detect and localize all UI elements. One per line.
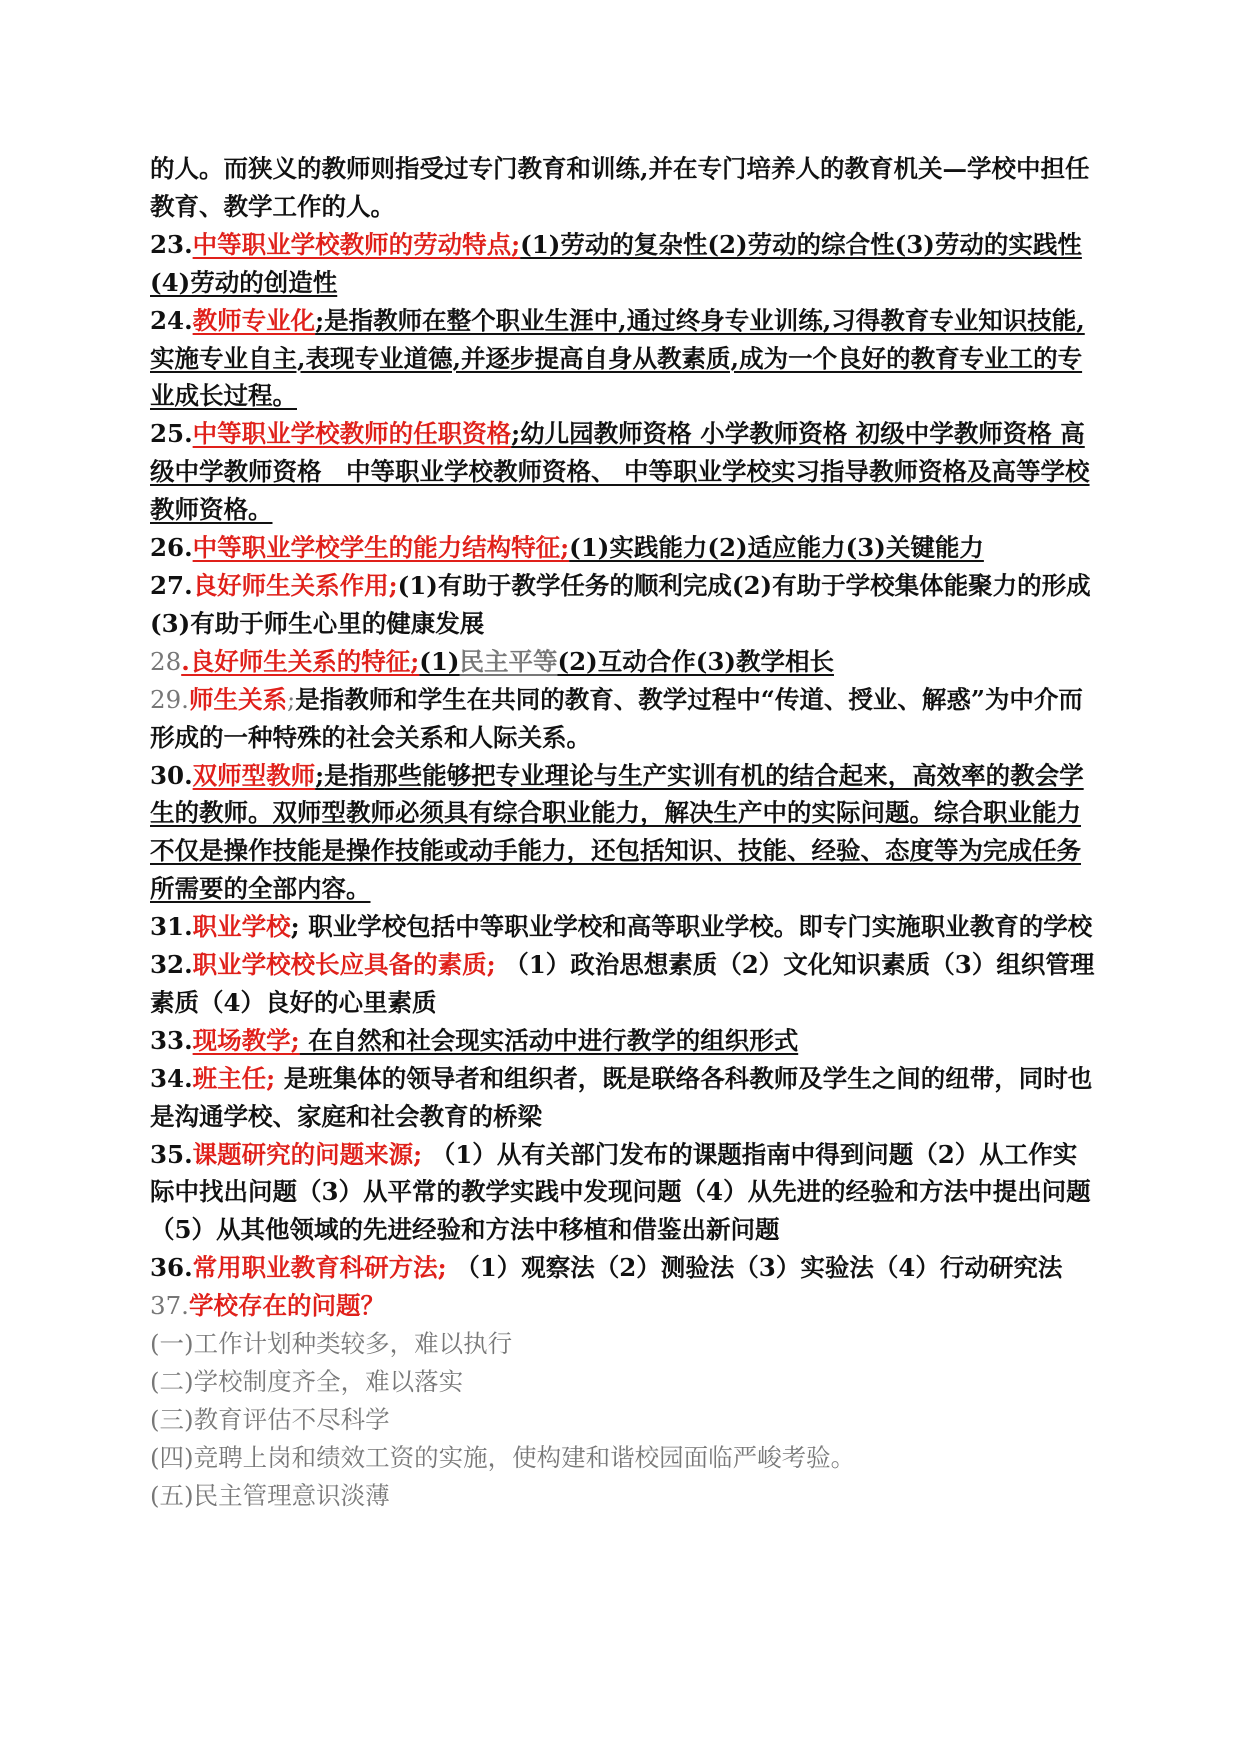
item-27-body: (1)有助于教学任务的顺利完成(2)有助于学校集体能聚力的形成(3)有助于师生心里的健康发展 [150, 570, 1091, 638]
item-37: 37.学校存在的问题？ [150, 1291, 385, 1321]
problem-item: (五)民主管理意识淡薄 [150, 1480, 390, 1510]
item-31: 31.职业学校; 职业学校包括中等职业学校和高等职业学校。即专门实施职业教育的学校 [150, 912, 1093, 942]
item-36-body: （1）观察法（2）测验法（3）实验法（4）行动研究法 [446, 1253, 1063, 1283]
item-23-body: (1)劳动的复杂性(2)劳动的综合性(3)劳动的实践性(4)劳动的创造性 [150, 229, 1082, 297]
item-26: 26.中等职业学校学生的能力结构特征;(1)实践能力(2)适应能力(3)关键能力 [150, 533, 984, 563]
item-33-body: 在自然和社会现实活动中进行教学的组织形式 [299, 1025, 799, 1055]
problem-list [150, 1325, 1098, 1515]
problem-item: (三)教育评估不尽科学 [150, 1404, 390, 1434]
item-24: 24.教师专业化;是指教师在整个职业生涯中,通过终身专业训练,习得教育专业知识技能,实施专业自主,表现专业道德,并逐步提高自身从教素质,成为一个良好的教育专业工的专业成长过程。 [150, 305, 1085, 411]
item-32-term: 职业学校校长应具备的素质; [192, 950, 496, 980]
item-34-term: 班主任; [192, 1063, 276, 1093]
item-25: 25.中等职业学校教师的任职资格;幼儿园教师资格 小学教师资格 初级中学教师资格 高级中学教师资格 中等职业学校教师资格、 中等职业学校实习指导教师资格及高等学校教师资格。 [150, 419, 1090, 525]
item-26-body: (1)实践能力(2)适应能力(3)关键能力 [569, 533, 984, 563]
item-34: 34.班主任; 是班集体的领导者和组织者，既是联络各科教师及学生之间的纽带，同时也是沟通学校、家庭和社会教育的桥梁 [150, 1063, 1093, 1131]
item-29: 29.师生关系;是指教师和学生在共同的教育、教学过程中“传道、授业、解惑”为中介而形成的一种特殊的社会关系和人际关系。 [150, 684, 1083, 752]
item-24-body: ;是指教师在整个职业生涯中,通过终身专业训练,习得教育专业知识技能,实施专业自主,表现专业道德,并逐步提高自身从教素质,成为一个良好的教育专业工的专业成长过程。 [150, 305, 1085, 411]
item-37-term: 学校存在的问题？ [188, 1291, 385, 1321]
item-29-body: 是指教师和学生在共同的教育、教学过程中“传道、授业、解惑”为中介而形成的一种特殊的社会关系和人际关系。 [150, 684, 1083, 752]
item-34-body: 是班集体的领导者和组织者，既是联络各科教师及学生之间的纽带，同时也是沟通学校、家庭和社会教育的桥梁 [150, 1063, 1093, 1131]
item-35: 35.课题研究的问题来源; （1）从有关部门发布的课题指南中得到问题（2）从工作实际中找出问题（3）从平常的教学实践中发现问题（4）从先进的经验和方法中提出问题（5）从其他领域的先进经验和方法中移植和借鉴出新问题 [150, 1139, 1091, 1245]
item-33-term: 现场教学; [192, 1025, 300, 1055]
item-23-term: 中等职业学校教师的劳动特点; [192, 229, 521, 259]
item-36: 36.常用职业教育科研方法; （1）观察法（2）测验法（3）实验法（4）行动研究法 [150, 1253, 1063, 1283]
document-page [150, 150, 1098, 1515]
problem-item: (一)工作计划种类较多，难以执行 [150, 1329, 513, 1359]
continued-paragraph: 的人。而狭义的教师则指受过专门教育和训练,并在专门培养人的教育机关—学校中担任教育、教学工作的人。 [150, 154, 1090, 221]
item-31-body: ; 职业学校包括中等职业学校和高等职业学校。即专门实施职业教育的学校 [290, 912, 1093, 942]
item-30-body: 是指那些能够把专业理论与生产实训有机的结合起来，高效率的教会学生的教师。双师型教师必须具有综合职业能力，解决生产中的实际问题。综合职业能力不仅是操作技能是操作技能或动手能力，还包括知识、技能、经验、态度等为完成任务所需要的全部内容。 [150, 760, 1084, 904]
problem-item: (四)竞聘上岗和绩效工资的实施，使构建和谐校园面临严峻考验。 [150, 1442, 856, 1472]
item-32-body: （1）政治思想素质（2）文化知识素质（3）组织管理素质（4）良好的心里素质 [150, 950, 1095, 1017]
item-36-term: 常用职业教育科研方法; [192, 1253, 447, 1283]
item-33: 33.现场教学; 在自然和社会现实活动中进行教学的组织形式 [150, 1025, 799, 1055]
item-29-term: 师生关系 [188, 684, 287, 714]
problem-item: (二)学校制度齐全，难以落实 [150, 1367, 464, 1396]
item-28: 28.良好师生关系的特征;(1)民主平等(2)互动合作(3)教学相长 [150, 646, 834, 676]
item-23: 23.中等职业学校教师的劳动特点;(1)劳动的复杂性(2)劳动的综合性(3)劳动的实践性(4)劳动的创造性 [150, 229, 1082, 297]
item-35-body: （1）从有关部门发布的课题指南中得到问题（2）从工作实际中找出问题（3）从平常的教学实践中发现问题（4）从先进的经验和方法中提出问题（5）从其他领域的先进经验和方法中移植和借鉴出新问题 [150, 1139, 1091, 1245]
item-27-term: 良好师生关系作用; [192, 570, 398, 600]
item-26-term: 中等职业学校学生的能力结构特征; [192, 533, 570, 563]
item-30-term: 双师型教师 [192, 760, 316, 790]
item-25-term: 中等职业学校教师的任职资格 [192, 419, 512, 449]
item-25-body: ;幼儿园教师资格 小学教师资格 初级中学教师资格 高级中学教师资格 中等职业学校教师资格、 中等职业学校实习指导教师资格及高等学校教师资格。 [150, 419, 1090, 525]
item-35-term: 课题研究的问题来源; [192, 1139, 423, 1169]
item-32: 32.职业学校校长应具备的素质; （1）政治思想素质（2）文化知识素质（3）组织管理素质（4）良好的心里素质 [150, 950, 1095, 1017]
item-31-term: 职业学校 [192, 912, 291, 942]
item-24-term: 教师专业化 [192, 305, 316, 335]
item-30: 30.双师型教师;是指那些能够把专业理论与生产实训有机的结合起来，高效率的教会学生的教师。双师型教师必须具有综合职业能力，解决生产中的实际问题。综合职业能力不仅是操作技能是操作技能或动手能力，还包括知识、技能、经验、态度等为完成任务所需要的全部内容。 [150, 760, 1084, 904]
item-27: 27.良好师生关系作用;(1)有助于教学任务的顺利完成(2)有助于学校集体能聚力的形成(3)有助于师生心里的健康发展 [150, 570, 1091, 638]
item-28-term: .良好师生关系的特征; [181, 646, 420, 676]
